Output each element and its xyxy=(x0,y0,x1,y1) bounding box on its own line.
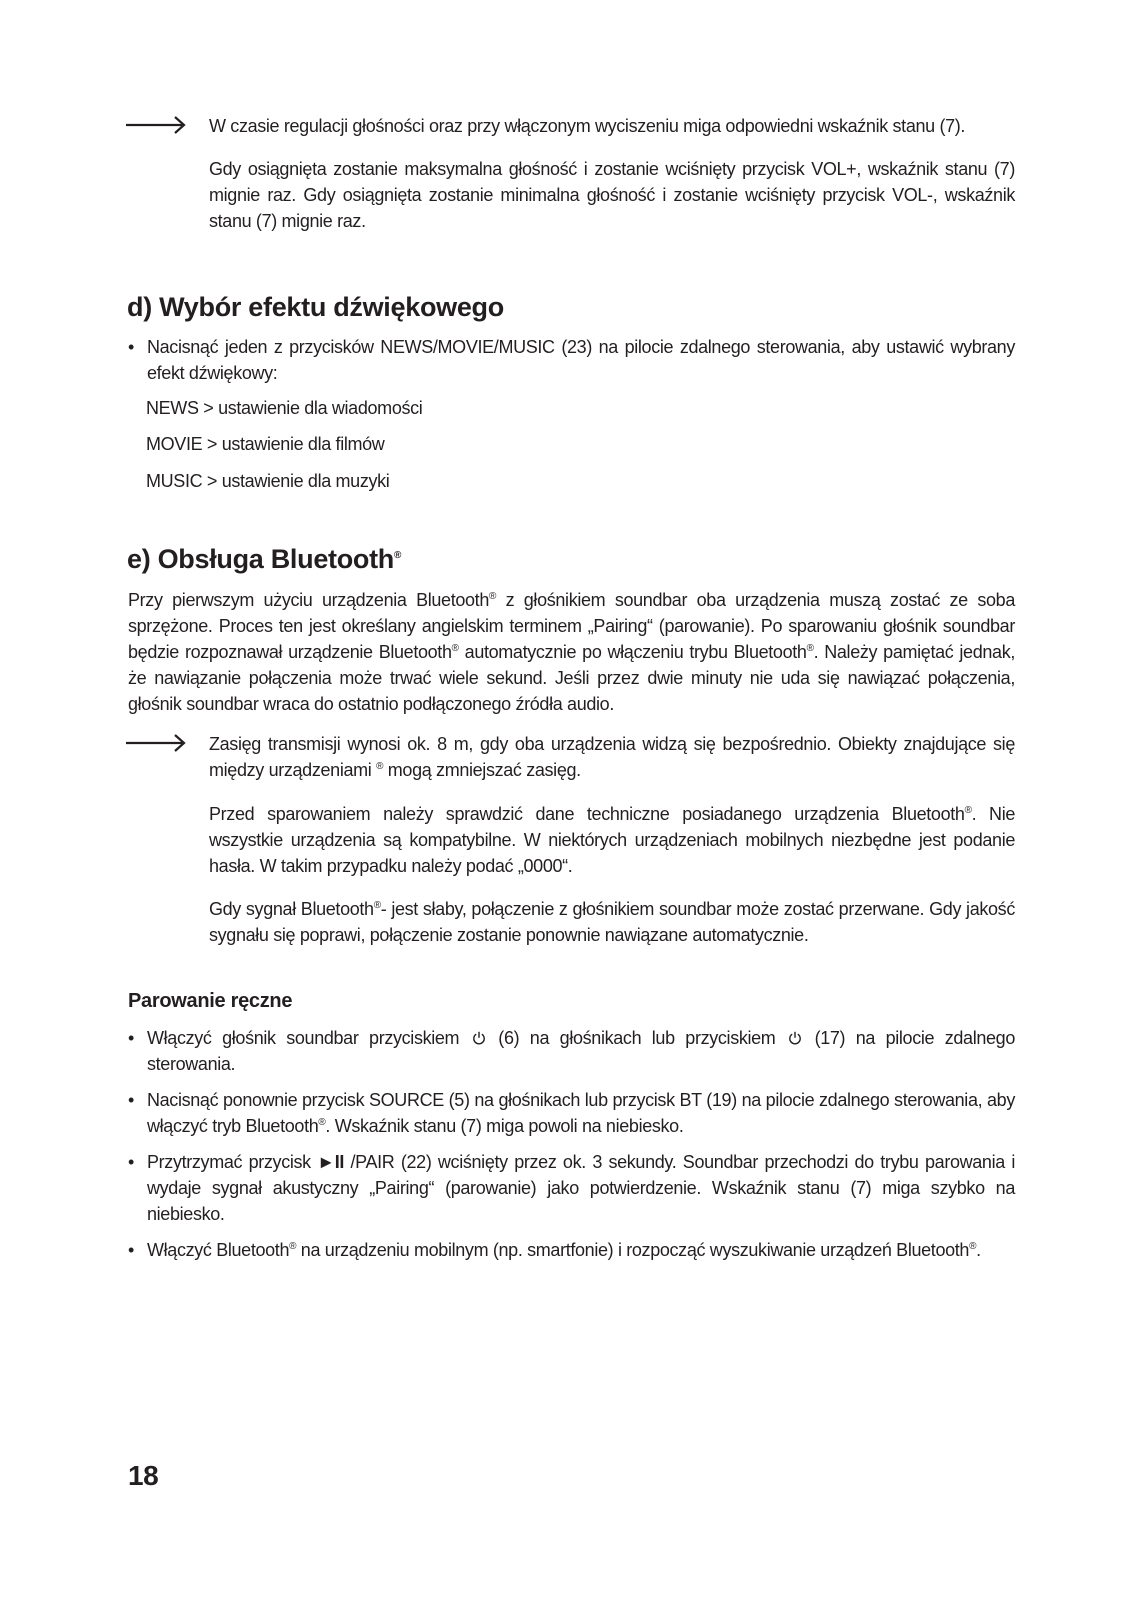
bullet-icon: • xyxy=(128,1152,134,1172)
pairing-heading: Parowanie ręczne xyxy=(128,990,293,1012)
list-item: • Włączyć Bluetooth® na urządzeniu mobilnym (np. smartfonie) i rozpocząć wyszukiwanie urządzeń Bluetooth®. xyxy=(128,1237,1015,1263)
list-item: • Nacisnąć ponownie przycisk SOURCE (5) na głośnikach lub przycisk BT (19) na pilocie zdalnego sterowania, aby włączyć tryb Bluetooth®. Wskaźnik stanu (7) miga powoli na niebiesko. xyxy=(128,1087,1015,1139)
bullet-icon: • xyxy=(128,337,134,357)
registered-mark: ® xyxy=(394,550,402,561)
note-volume-text: W czasie regulacji głośności oraz przy włączonym wyciszeniu miga odpowiedni wskaźnik stanu (7). xyxy=(209,116,966,136)
section-d-bullets xyxy=(128,334,1015,386)
list-item xyxy=(128,334,1015,386)
bullet-icon: • xyxy=(128,1240,134,1260)
power-icon xyxy=(472,1031,486,1045)
sound-option-news: NEWS > ustawienie dla wiadomości xyxy=(146,398,423,418)
section-e-intro: Przy pierwszym użyciu urządzenia Bluetooth® z głośnikiem soundbar oba urządzenia muszą zostać ze soba sprzężone. Proces ten jest określany angielskim terminem „Pairing“ (parowanie). Po sparowaniu głośnik soundbar będzie rozpoznawał urządzenie Bluetooth® automatycznie po włączeniu trybu Bluetooth®. Należy pamiętać jednak, że nawiązanie połączenia może trwać wiele sekund. Jeśli przez dwie minuty nie uda się nawiązać połączenia, głośnik soundbar wraca do ostatnio podłączonego źródła audio. xyxy=(128,590,1015,714)
bullet-icon: • xyxy=(128,1090,134,1110)
play-pause-icon: ►II xyxy=(317,1152,345,1172)
sound-option-movie: MOVIE > ustawienie dla filmów xyxy=(146,434,385,454)
list-item: • Włączyć głośnik soundbar przyciskiem (6) na głośnikach lub przyciskiem (17) na pilocie zdalnego sterowania. xyxy=(128,1025,1015,1077)
pairing-steps xyxy=(128,1025,1015,1263)
note-arrow-icon xyxy=(126,114,188,136)
note-signal-text: Gdy sygnał Bluetooth®- jest słaby, połączenie z głośnikiem soundbar może zostać przerwane. Gdy jakość sygnału się poprawi, połączenie zostanie ponownie nawiązane automatycznie. xyxy=(209,899,1015,945)
list-item: • Przytrzymać przycisk ►II /PAIR (22) wciśnięty przez ok. 3 sekundy. Soundbar przechodzi do trybu parowania i wydaje sygnał akustyczny „Pairing“ (parowanie) jako potwierdzenie. Wskaźnik stanu (7) miga szybko na niebiesko. xyxy=(128,1149,1015,1227)
section-e-title: e) Obsługa Bluetooth xyxy=(127,544,394,574)
note-volume-limits-text: Gdy osiągnięta zostanie maksymalna głośność i zostanie wciśnięty przycisk VOL+, wskaźnik stanu (7) mignie raz. Gdy osiągnięta zostanie minimalna głośność i zostanie wciśnięty przycisk VOL-, wskaźnik stanu (7) mignie raz. xyxy=(209,159,1015,231)
note-arrow-icon xyxy=(126,732,188,754)
section-e-heading xyxy=(127,543,401,575)
power-icon xyxy=(788,1031,802,1045)
sound-option-music: MUSIC > ustawienie dla muzyki xyxy=(146,471,390,491)
section-d-heading: d) Wybór efektu dźwiękowego xyxy=(127,292,504,322)
note-compatibility-text: Przed sparowaniem należy sprawdzić dane techniczne posiadanego urządzenia Bluetooth®. Nie wszystkie urządzenia są kompatybilne. W niektórych urządzeniach mobilnych niezbędne jest podanie hasła. W takim przypadku należy podać „0000“. xyxy=(209,804,1015,876)
bullet-icon: • xyxy=(128,1028,134,1048)
note-range-text: Zasięg transmisji wynosi ok. 8 m, gdy oba urządzenia widzą się bezpośrednio. Obiekty znajdujące się między urządzeniami ® mogą zmniejszać zasięg. xyxy=(209,734,1015,780)
bullet-text: Nacisnąć jeden z przycisków NEWS/MOVIE/MUSIC (23) na pilocie zdalnego sterowania, aby ustawić wybrany efekt dźwiękowy: xyxy=(147,337,1015,383)
page-number: 18 xyxy=(128,1460,159,1491)
